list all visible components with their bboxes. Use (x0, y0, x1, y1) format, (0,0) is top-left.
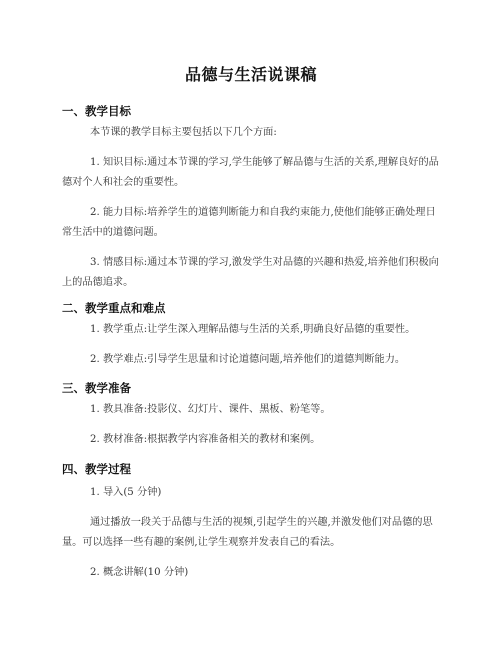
paragraph: 1. 教具准备:投影仪、幻灯片、课件、黑板、粉笔等。 (90, 404, 331, 415)
section-heading-process: 四、教学过程 (62, 462, 131, 476)
paragraph: 1. 导入(5 分钟) (90, 487, 162, 498)
paragraph: 2. 教材准备:根据教学内容准备相关的教材和案例。 (90, 434, 321, 445)
paragraph: 1. 知识目标:通过本节课的学习,学生能够了解品德与生活的关系,理解良好的品德对个人和社会的重要性。 (62, 157, 439, 188)
paragraph: 通过播放一段关于品德与生活的视频,引起学生的兴趣,并激发他们对品德的思量。可以选择一些有趣的案例,让学生观察并发表自己的看法。 (62, 517, 433, 548)
paragraph: 2. 教学难点:引导学生思量和讨论道德问题,培养他们的道德判断能力。 (90, 354, 406, 365)
paragraph: 1. 教学重点:让学生深入理解品德与生活的关系,明确良好品德的重要性。 (90, 324, 416, 335)
section-heading-preparation: 三、教学准备 (62, 381, 131, 395)
paragraph: 本节课的教学目标主要包括以下几个方面: (90, 127, 277, 138)
paragraph: 2. 能力目标:培养学生的道德判断能力和自我约束能力,使他们能够正确处理日常生活中的道德问题。 (62, 207, 436, 238)
section-heading-key-points: 二、教学重点和难点 (62, 301, 166, 315)
paragraph: 2. 概念讲解(10 分钟) (90, 567, 189, 578)
paragraph: 3. 情感目标:通过本节课的学习,激发学生对品德的兴趣和热爱,培养他们积极向上的品德追求。 (62, 257, 439, 288)
section-heading-objectives: 一、教学目标 (62, 104, 131, 118)
document-title: 品德与生活说课稿 (184, 65, 317, 84)
